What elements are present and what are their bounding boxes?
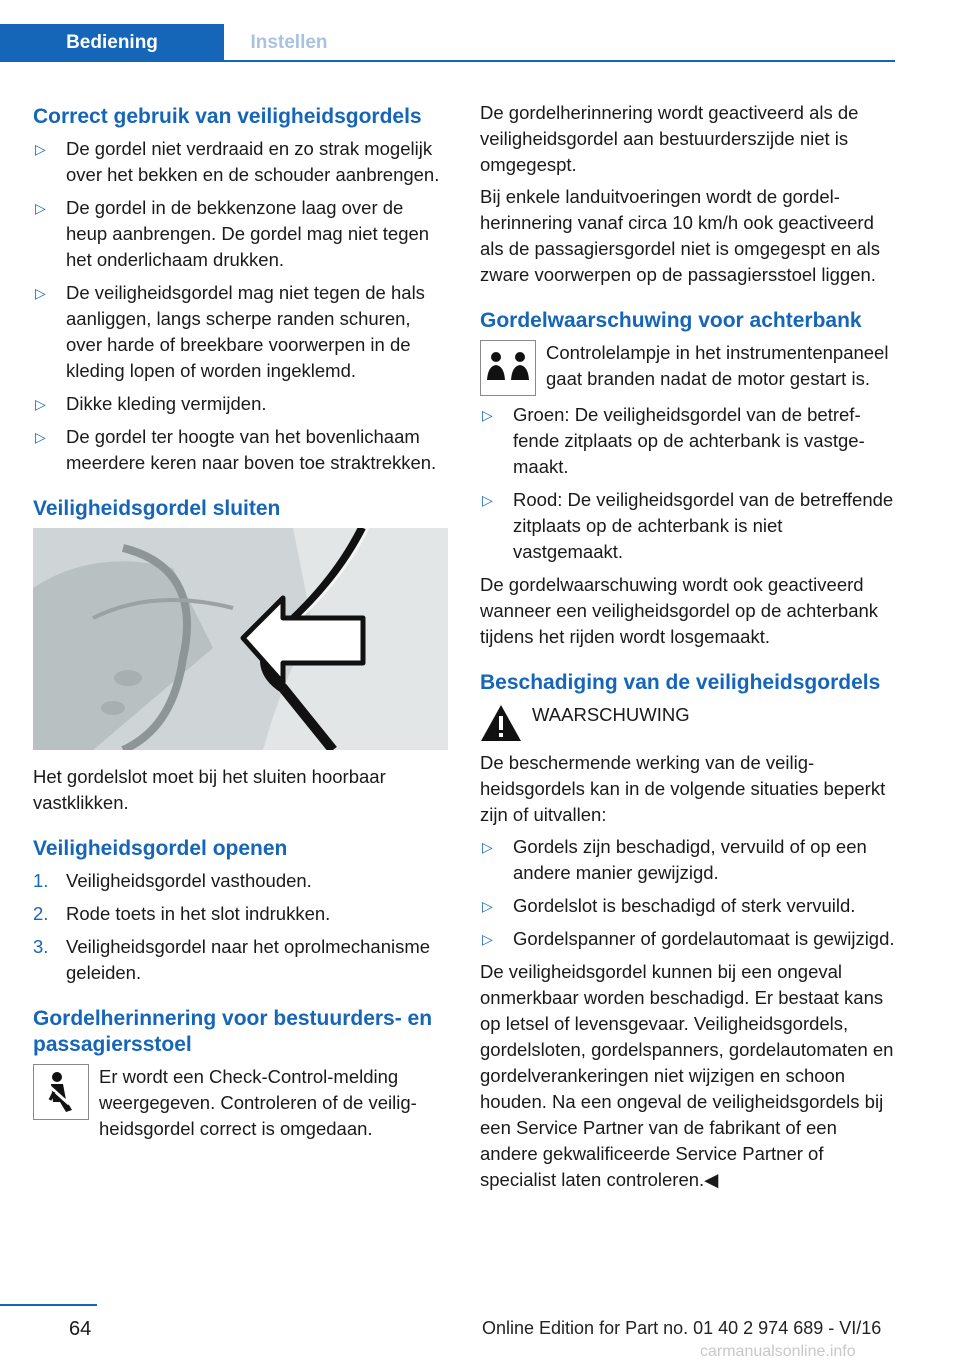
heading-correct-gebruik: Correct gebruik van veiligheidsgordels	[33, 105, 422, 128]
herinnering-block	[33, 1064, 448, 1142]
achterbank-text: Controlelampje in het instrumentenpaneel gaat branden nadat de motor gestart is.	[546, 342, 889, 389]
achterbank-list	[480, 402, 895, 565]
heading-gordelherinnering: Gordelherinnering voor bestuurders- en passagiersstoel	[33, 1007, 433, 1056]
warning-triangle-icon	[480, 702, 522, 744]
list-item: ▷ Gordelspanner of gordelautomaat is gewijzigd.	[480, 926, 895, 952]
list-item: ▷ Gordelslot is beschadigd of sterk vervuild.	[480, 893, 895, 919]
list-item: ▷ Dikke kleding vermijden.	[33, 391, 448, 417]
warning-block	[480, 702, 895, 744]
page-number: 64	[69, 1318, 92, 1340]
triangle-marker-icon: ▷	[35, 200, 46, 216]
triangle-marker-icon: ▷	[35, 141, 46, 157]
paragraph-activation: De gordelherinnering wordt geactiveerd als de veiligheidsgordel aan bestuurderszijde niet is omgegespt.	[480, 102, 859, 175]
list-item: ▷ Groen: De veiligheidsgordel van de betreffende zitplaats op de achterbank is vastgemaakt.	[482, 404, 865, 477]
heading-gordel-openen: Veiligheidsgordel openen	[33, 837, 288, 860]
list-item: ▷ Rood: De veiligheidsgordel van de betreffende zitplaats op de achterbank is niet vastgemaakt.	[482, 489, 894, 562]
tab-underline	[0, 60, 895, 62]
heading-gordel-sluiten: Veiligheidsgordel sluiten	[33, 497, 281, 520]
warning-list	[480, 834, 895, 952]
triangle-marker-icon: ▷	[482, 931, 493, 947]
heading-achterbank: Gordelwaarschuwing voor achterbank	[480, 309, 862, 332]
triangle-marker-icon: ▷	[482, 492, 493, 508]
herinnering-text: Er wordt een Check-Control-melding weergegeven. Controleren of de veiligheidsgordel correct is omgedaan.	[99, 1066, 417, 1139]
paragraph-rear-warning: De gordelwaarschuwing wordt ook geactiveerd wanneer een veiligheidsgordel op de achterbank tijdens het rijden wordt losgemaakt.	[480, 574, 879, 647]
warning-label: WAARSCHUWING	[532, 704, 690, 725]
triangle-marker-icon: ▷	[35, 429, 46, 445]
watermark: carmanualsonline.info	[700, 1343, 856, 1360]
sluiten-text: Het gordelslot moet bij het sluiten hoorbaar vastklikken.	[33, 766, 386, 813]
edition-text: Online Edition for Part no. 01 40 2 974 689 - VI/16	[482, 1318, 882, 1338]
warning-text: De beschermende werking van de veiligheidsgordels kan in de volgende situaties beperkt zijn of uitvallen:	[480, 752, 886, 825]
seatbelt-person-icon	[33, 1064, 89, 1120]
achterbank-block	[480, 340, 895, 396]
list-item: ▷ De gordel niet verdraaid en zo strak mogelijk over het bekken en de schouder aanbrengen.	[35, 138, 440, 185]
list-item: 3. Veiligheidsgordel naar het oprolmechanisme geleiden.	[33, 936, 431, 983]
left-column	[33, 100, 448, 1148]
list-item: ▷ De veiligheidsgordel mag niet tegen de hals aanliggen, langs scherpe randen schuren, over harde of breekbare voorwerpen in de kleding lopen of worden ingeklemd.	[35, 282, 425, 381]
triangle-marker-icon: ▷	[35, 396, 46, 412]
openen-steps	[33, 868, 448, 986]
triangle-marker-icon: ▷	[482, 839, 493, 855]
footer-rule	[0, 1304, 97, 1306]
list-item: ▷ Gordels zijn beschadigd, vervuild of op een andere manier gewijzigd.	[482, 836, 867, 883]
list-item: 2. Rode toets in het slot indrukken.	[33, 903, 331, 924]
rear-passengers-icon	[480, 340, 536, 396]
correct-usage-list	[33, 136, 448, 476]
heading-beschadiging: Beschadiging van de veiligheidsgordels	[480, 671, 881, 694]
triangle-marker-icon: ▷	[35, 285, 46, 301]
triangle-marker-icon: ▷	[482, 407, 493, 423]
paragraph-country-variants: Bij enkele landuitvoeringen wordt de gordelherinnering vanaf circa 10 km/h ook geactiveerd als de passagiersgordel niet is omgegespt en als zware voorwerpen op de passagiersstoel liggen.	[480, 186, 881, 285]
chapter-tabbar	[0, 0, 895, 62]
list-item: ▷ De gordel ter hoogte van het bovenlichaam meerdere keren naar boven toe straktrekken.	[35, 426, 437, 473]
tab-instellen[interactable]: Instellen	[250, 32, 328, 53]
list-item: 1. Veiligheidsgordel vasthouden.	[33, 870, 312, 891]
paragraph-after-accident: De veiligheidsgordel kunnen bij een ongeval onmerkbaar worden beschadigd. Er bestaat kans op letsel of levensgevaar. Veiligheidsgordels, gordelsloten, gordelspanners, gordelautomaten en gordelverankeringen niet wijzigen en schoon houden. Na een ongeval de veiligheidsgordels bij een Service Partner van de fabrikant of een andere gekwalificeerde Service Partner of specialist laten controleren.◀	[480, 961, 894, 1190]
list-item: ▷ De gordel in de bekkenzone laag over de heup aanbrengen. De gordel mag niet tegen het onderlichaam drukken.	[35, 197, 430, 270]
tab-bediening[interactable]: Bediening	[0, 24, 224, 62]
right-column	[480, 100, 895, 1199]
seatbelt-buckle-photo	[33, 528, 448, 750]
triangle-marker-icon: ▷	[482, 898, 493, 914]
